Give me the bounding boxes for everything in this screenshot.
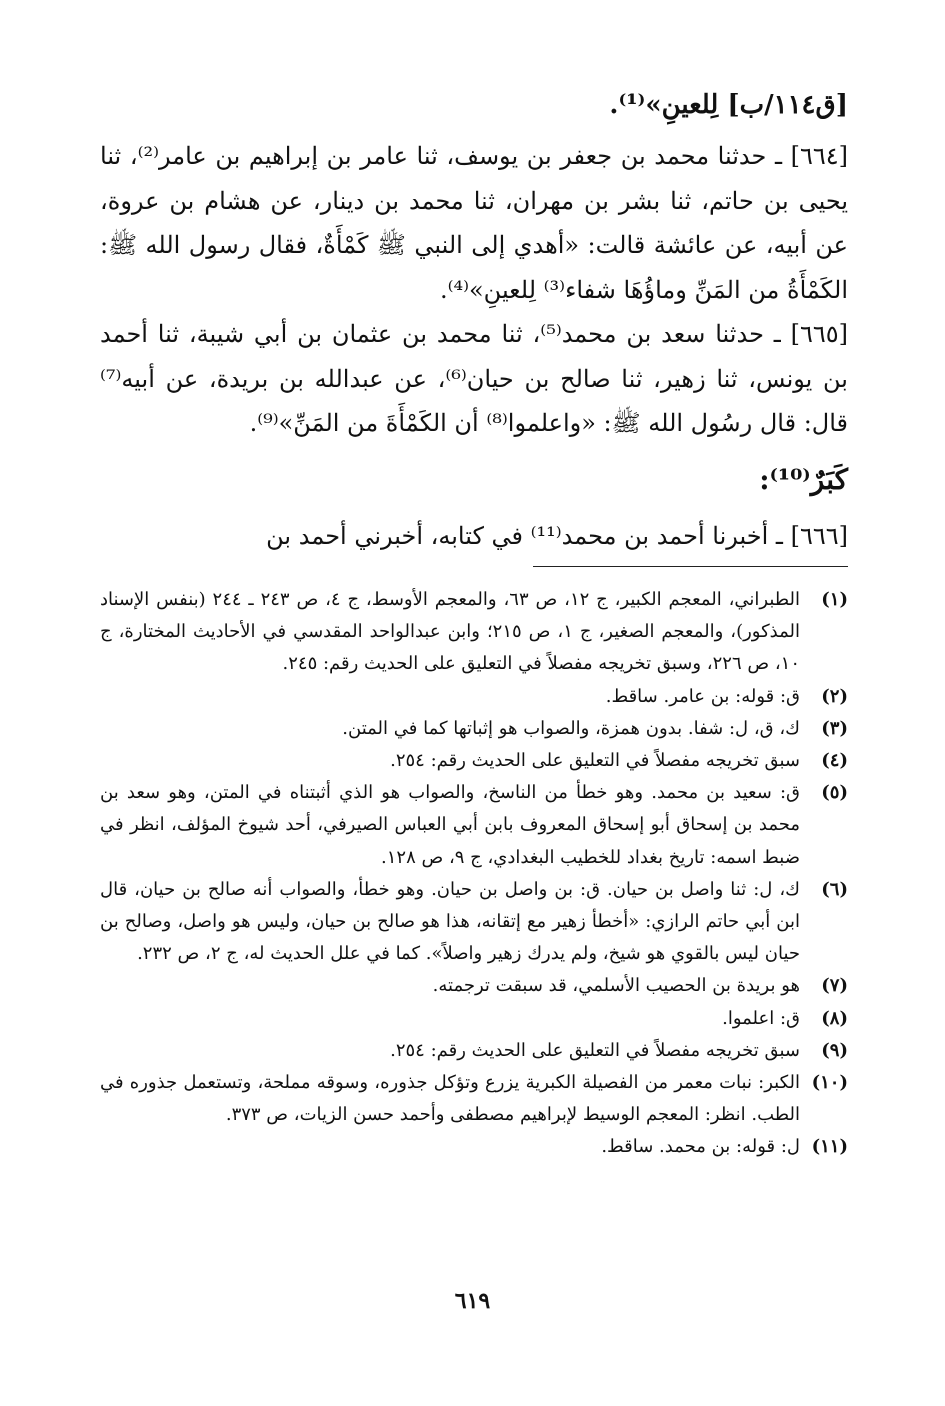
footnote-number: (٧) xyxy=(821,975,848,997)
footnote xyxy=(100,1131,848,1163)
main-text xyxy=(100,82,848,558)
footnote xyxy=(100,1035,848,1067)
footnote xyxy=(100,777,848,874)
footnote xyxy=(100,713,848,745)
footnote-text: ق: قوله: بن عامر. ساقط. xyxy=(605,685,800,707)
hadith-665: [٦٦٥] ـ حدثنا سعد بن محمد⁽⁵⁾، ثنا محمد بن عثمان بن أبي شيبة، ثنا أحمد بن يونس، ثنا زهير، ثنا صالح بن حيان⁽⁶⁾، عن عبدالله بن بريدة، عن أبيه⁽⁷⁾ قال: قال رسُول الله ﷺ: «واعلموا⁽⁸⁾ أن الكَمْأَةَ من المَنِّ»⁽⁹⁾. xyxy=(100,320,849,437)
footnotes xyxy=(100,584,848,1164)
footnote xyxy=(100,681,848,713)
footnote-number: (٨) xyxy=(821,1007,848,1029)
section-heading-kabar: كَبَرٌ⁽¹⁰⁾: xyxy=(759,462,848,496)
footnote xyxy=(100,584,848,681)
footnote-number: (٦) xyxy=(821,878,848,900)
footnote-text: ق: اعلموا. xyxy=(722,1007,800,1029)
footnote-text: ل: قوله: بن محمد. ساقط. xyxy=(601,1136,800,1158)
footnote-text: سبق تخريجه مفصلاً في التعليق على الحديث رقم: ٢٥٤. xyxy=(390,1039,800,1061)
footnote-text: ق: سعيد بن محمد. وهو خطأ من الناسخ، والصواب هو الذي أثبتناه في المتن، وهو سعد بن محمد بن إسحاق أبو إسحاق المعروف بابن أبي العباس الصيرفي، أحد شيوخ المؤلف، انظر في ضبط اسمه: تاريخ بغداد للخطيب البغدادي، ج ٩، ص ١٢٨. xyxy=(100,782,800,868)
footnote xyxy=(100,970,848,1002)
footnote-number: (٢) xyxy=(821,685,848,707)
footnote-text: سبق تخريجه مفصلاً في التعليق على الحديث رقم: ٢٥٤. xyxy=(390,750,800,772)
footnote xyxy=(100,1003,848,1035)
hadith-666: [٦٦٦] ـ أخبرنا أحمد بن محمد⁽¹¹⁾ في كتابه، أخبرني أحمد بن xyxy=(266,521,848,550)
footnote xyxy=(100,1067,848,1131)
footnote xyxy=(100,874,848,971)
footnote-number: (٤) xyxy=(821,750,848,772)
footnote-text: الكبر: نبات معمر من الفصيلة الكبرية يزرع وتؤكل جذوره، وسوقه مملحة، وتستعمل جذوره في الطب. انظر: المعجم الوسيط لإبراهيم مصطفى وأحمد حسن الزيات، ص ٣٧٣. xyxy=(100,1072,800,1126)
section-heading-top: [ق١١٤/ب] لِلعينِ»⁽¹⁾. xyxy=(609,90,848,120)
footnote-text: الطبراني، المعجم الكبير، ج ١٢، ص ٦٣، والمعجم الأوسط، ج ٤، ص ٢٤٣ ـ ٢٤٤ (بنفس الإسناد المذكور)، والمعجم الصغير، ج ١، ص ٢١٥؛ وابن عبدالواحد المقدسي في الأحاديث المختارة، ج ١٠، ص ٢٢٦، وسبق تخريجه مفصلاً في التعليق على الحديث رقم: ٢٤٥. xyxy=(100,589,801,675)
footnote xyxy=(100,745,848,777)
hadith-664: [٦٦٤] ـ حدثنا محمد بن جعفر بن يوسف، ثنا عامر بن إبراهيم بن عامر⁽²⁾، ثنا يحيى بن حاتم، ثنا بشر بن مهران، ثنا محمد بن دينار، عن هشام بن عروة، عن أبيه، عن عائشة قالت: «أهدي إلى النبي ﷺ كَمْأَةٌ، فقال رسول الله ﷺ: الكَمْأَةُ من المَنِّ وماؤُهَا شفاء⁽³⁾ لِلعينِ»⁽⁴⁾. xyxy=(100,142,848,304)
footnote-number: (١١) xyxy=(811,1136,848,1158)
footnote-text: ك، ق، ل: شفا. بدون همزة، والصواب هو إثباتها كما في المتن. xyxy=(342,717,800,739)
footnote-number: (٣) xyxy=(821,717,848,739)
footnote-number: (١٠) xyxy=(811,1072,848,1094)
footnote-number: (١) xyxy=(821,589,848,610)
footnote-text: هو بريدة بن الحصيب الأسلمي، قد سبقت ترجمته. xyxy=(432,975,800,997)
footnote-number: (٩) xyxy=(821,1039,848,1061)
footnote-number: (٥) xyxy=(821,782,848,804)
page-number: ٦١٩ xyxy=(454,1288,491,1314)
footnote-separator xyxy=(533,566,848,567)
footnote-text: ك، ل: ثنا واصل بن حيان. ق: بن واصل بن حيان. وهو خطأ، والصواب أنه صالح بن حيان، قال ابن أبي حاتم الرازي: «أخطأ زهير مع إتقانه، هذا هو صالح بن حيان، وليس هو واصل، وصالح بن حيان ليس بالقوي هو شيخ، ولم يدرك زهير واصلاً». كما في علل الحديث له، ج ٢، ص ٢٣٢. xyxy=(100,878,800,965)
